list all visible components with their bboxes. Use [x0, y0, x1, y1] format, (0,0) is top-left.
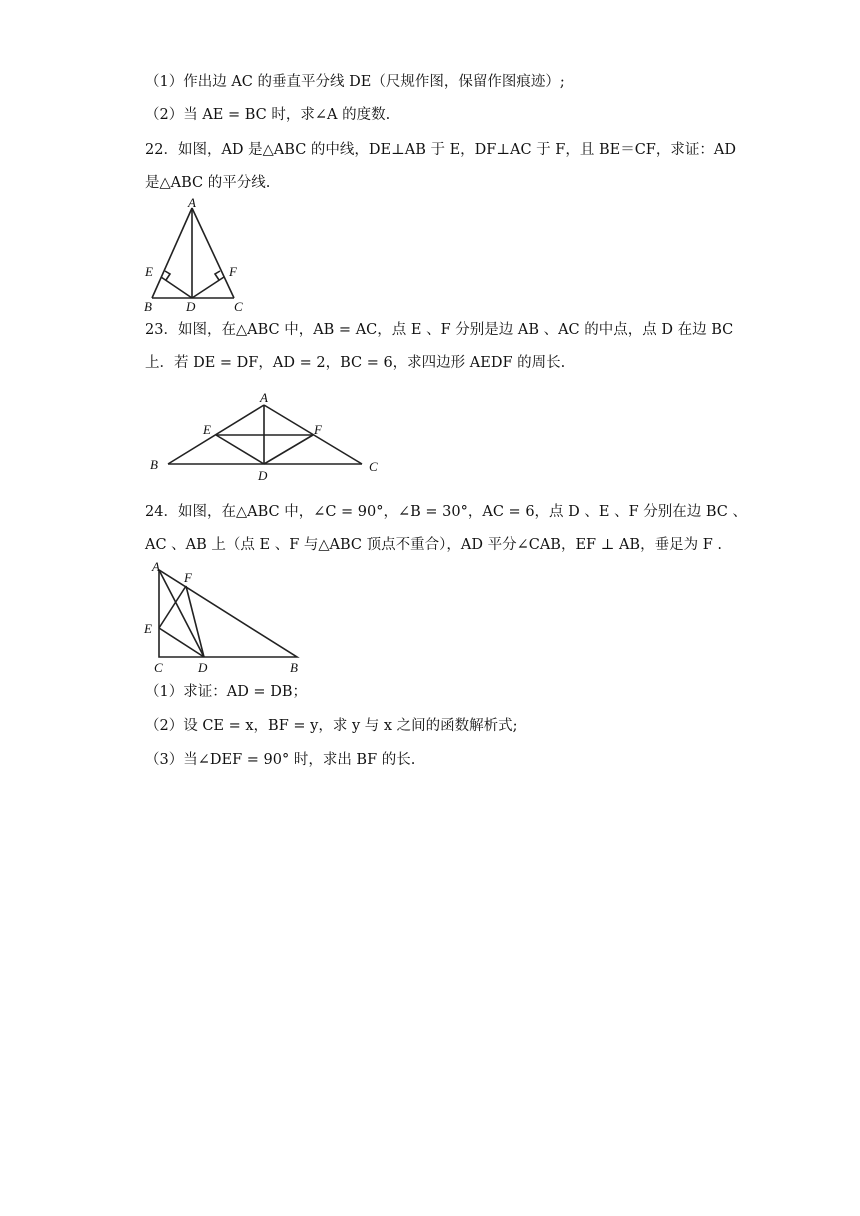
q23-line2: 上．若 DE = DF，AD = 2，BC = 6，求四边形 AEDF 的周长. [145, 355, 566, 371]
q22-label-b: B [144, 299, 152, 314]
q24-label-c: C [154, 660, 163, 675]
q23-label-c: C [369, 459, 378, 474]
q24-part1: （1）求证：AD = DB； [145, 684, 307, 700]
q24-seg-ef [159, 586, 186, 628]
q24-line2: AC 、AB 上（点 E 、F 与△ABC 顶点不重合），AD 平分∠CAB，EF ⊥ AB，垂足为 F . [145, 537, 722, 553]
q23-seg-ed [216, 435, 264, 464]
q22-label-a: A [188, 198, 196, 210]
q22-line1: 22．如图，AD 是△ABC 的中线，DE⊥AB 于 E，DF⊥AC 于 F，且 BE＝CF，求证：AD [145, 142, 736, 158]
q23-line1: 23．如图，在△ABC 中，AB = AC，点 E 、F 分别是边 AB 、AC 的中点，点 D 在边 BC [145, 322, 734, 338]
q22-label-d: D [186, 299, 196, 314]
q23-label-d: D [258, 468, 268, 483]
q22-seg-df [192, 277, 224, 298]
q21-part2: （2）当 AE = BC 时，求∠A 的度数. [145, 107, 391, 123]
q24-line1: 24．如图，在△ABC 中，∠C = 90°，∠B = 30°，AC = 6，点 D 、E 、F 分别在边 BC 、 [145, 504, 747, 520]
q22-seg-de [161, 277, 192, 298]
q24-label-e: E [144, 621, 152, 636]
q22-label-f: F [229, 264, 237, 279]
q24-label-a: A [152, 559, 160, 574]
q23-seg-df [264, 435, 313, 464]
q24-part2: （2）设 CE = x，BF = y，求 y 与 x 之间的函数解析式; [145, 718, 518, 734]
q24-triangle-abc [159, 570, 297, 657]
q22-label-c: C [234, 299, 243, 314]
q23-figure [140, 388, 390, 488]
q24-label-d: D [198, 660, 208, 675]
q23-label-a: A [260, 390, 268, 405]
q22-label-e: E [145, 264, 153, 279]
q23-label-f: F [314, 422, 322, 437]
q24-label-b: B [290, 660, 298, 675]
q21-part1: （1）作出边 AC 的垂直平分线 DE（尺规作图，保留作图痕迹）; [145, 74, 565, 90]
q24-label-f: F [184, 570, 192, 585]
q22-right-angle-f [215, 271, 220, 280]
q23-label-e: E [203, 422, 211, 437]
q24-figure [140, 558, 310, 680]
q23-label-b: B [150, 457, 158, 472]
q22-right-angle-e [165, 271, 170, 280]
q22-line2: 是△ABC 的平分线. [145, 175, 271, 191]
q22-figure [140, 198, 260, 318]
q24-seg-ad [159, 570, 204, 657]
q24-part3: （3）当∠DEF = 90° 时，求出 BF 的长. [145, 752, 416, 768]
